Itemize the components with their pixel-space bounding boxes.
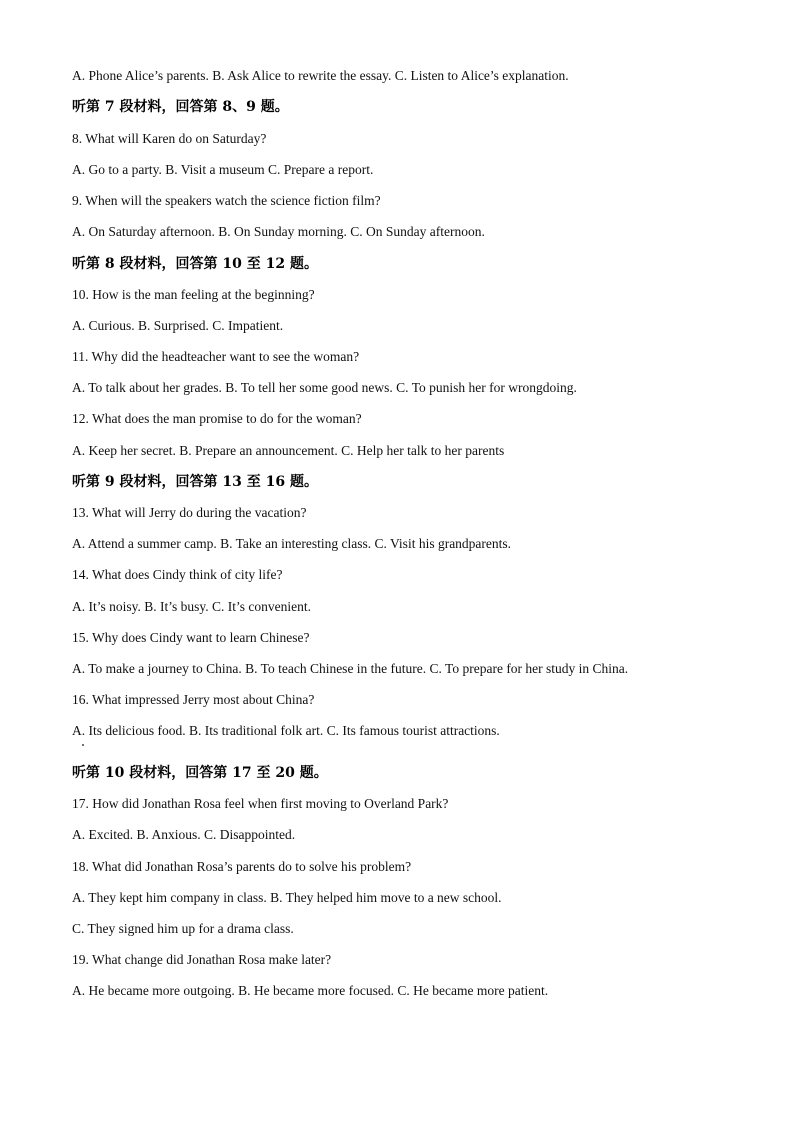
answer-options-q19: A. He became more outgoing. B. He became more focused. C. He became more patient. bbox=[72, 983, 549, 998]
answer-options-q12: A. Keep her secret. B. Prepare an announcement. C. Help her talk to her parents bbox=[72, 443, 505, 458]
answer-options-q13: A. Attend a summer camp. B. Take an interesting class. C. Visit his grandparents. bbox=[72, 536, 512, 551]
answer-options-q10: A. Curious. B. Surprised. C. Impatient. bbox=[72, 318, 284, 333]
answer-options-q16: A. Its delicious food. B. Its traditional folk art. C. Its famous tourist attractions. bbox=[72, 723, 500, 738]
question-14: 14. What does Cindy think of city life? bbox=[72, 567, 283, 582]
answer-options-q18-ab: A. They kept him company in class. B. They helped him move to a new school. bbox=[72, 890, 502, 905]
answer-options-q9: A. On Saturday afternoon. B. On Sunday morning. C. On Sunday afternoon. bbox=[72, 224, 485, 239]
answer-options-q11: A. To talk about her grades. B. To tell her some good news. C. To punish her for wrongdoing. bbox=[72, 380, 577, 395]
stray-mark bbox=[82, 744, 84, 746]
question-9: 9. When will the speakers watch the science fiction film? bbox=[72, 193, 381, 208]
question-12: 12. What does the man promise to do for the woman? bbox=[72, 411, 362, 426]
question-11: 11. Why did the headteacher want to see the woman? bbox=[72, 349, 360, 364]
question-18: 18. What did Jonathan Rosa’s parents do to solve his problem? bbox=[72, 859, 412, 874]
question-16: 16. What impressed Jerry most about China? bbox=[72, 692, 315, 707]
question-8: 8. What will Karen do on Saturday? bbox=[72, 131, 267, 146]
answer-options-q7: A. Phone Alice’s parents. B. Ask Alice to rewrite the essay. C. Listen to Alice’s explanation. bbox=[72, 68, 569, 83]
question-10: 10. How is the man feeling at the beginning? bbox=[72, 287, 315, 302]
answer-options-q8: A. Go to a party. B. Visit a museum C. Prepare a report. bbox=[72, 162, 374, 177]
answer-options-q17: A. Excited. B. Anxious. C. Disappointed. bbox=[72, 827, 296, 842]
section-heading-9: 听第 9 段材料，回答第 13 至 16 题。 bbox=[72, 474, 318, 490]
question-17: 17. How did Jonathan Rosa feel when first moving to Overland Park? bbox=[72, 796, 449, 811]
answer-options-q15: A. To make a journey to China. B. To teach Chinese in the future. C. To prepare for her study in China. bbox=[72, 661, 629, 676]
answer-options-q14: A. It’s noisy. B. It’s busy. C. It’s convenient. bbox=[72, 599, 311, 614]
answer-options-q18-c: C. They signed him up for a drama class. bbox=[72, 921, 294, 936]
question-19: 19. What change did Jonathan Rosa make later? bbox=[72, 952, 332, 967]
question-13: 13. What will Jerry do during the vacation? bbox=[72, 505, 307, 520]
section-heading-10: 听第 10 段材料，回答第 17 至 20 题。 bbox=[72, 765, 328, 781]
section-heading-7: 听第 7 段材料，回答第 8、9 题。 bbox=[72, 99, 289, 115]
question-15: 15. Why does Cindy want to learn Chinese? bbox=[72, 630, 310, 645]
section-heading-8: 听第 8 段材料，回答第 10 至 12 题。 bbox=[72, 256, 318, 272]
